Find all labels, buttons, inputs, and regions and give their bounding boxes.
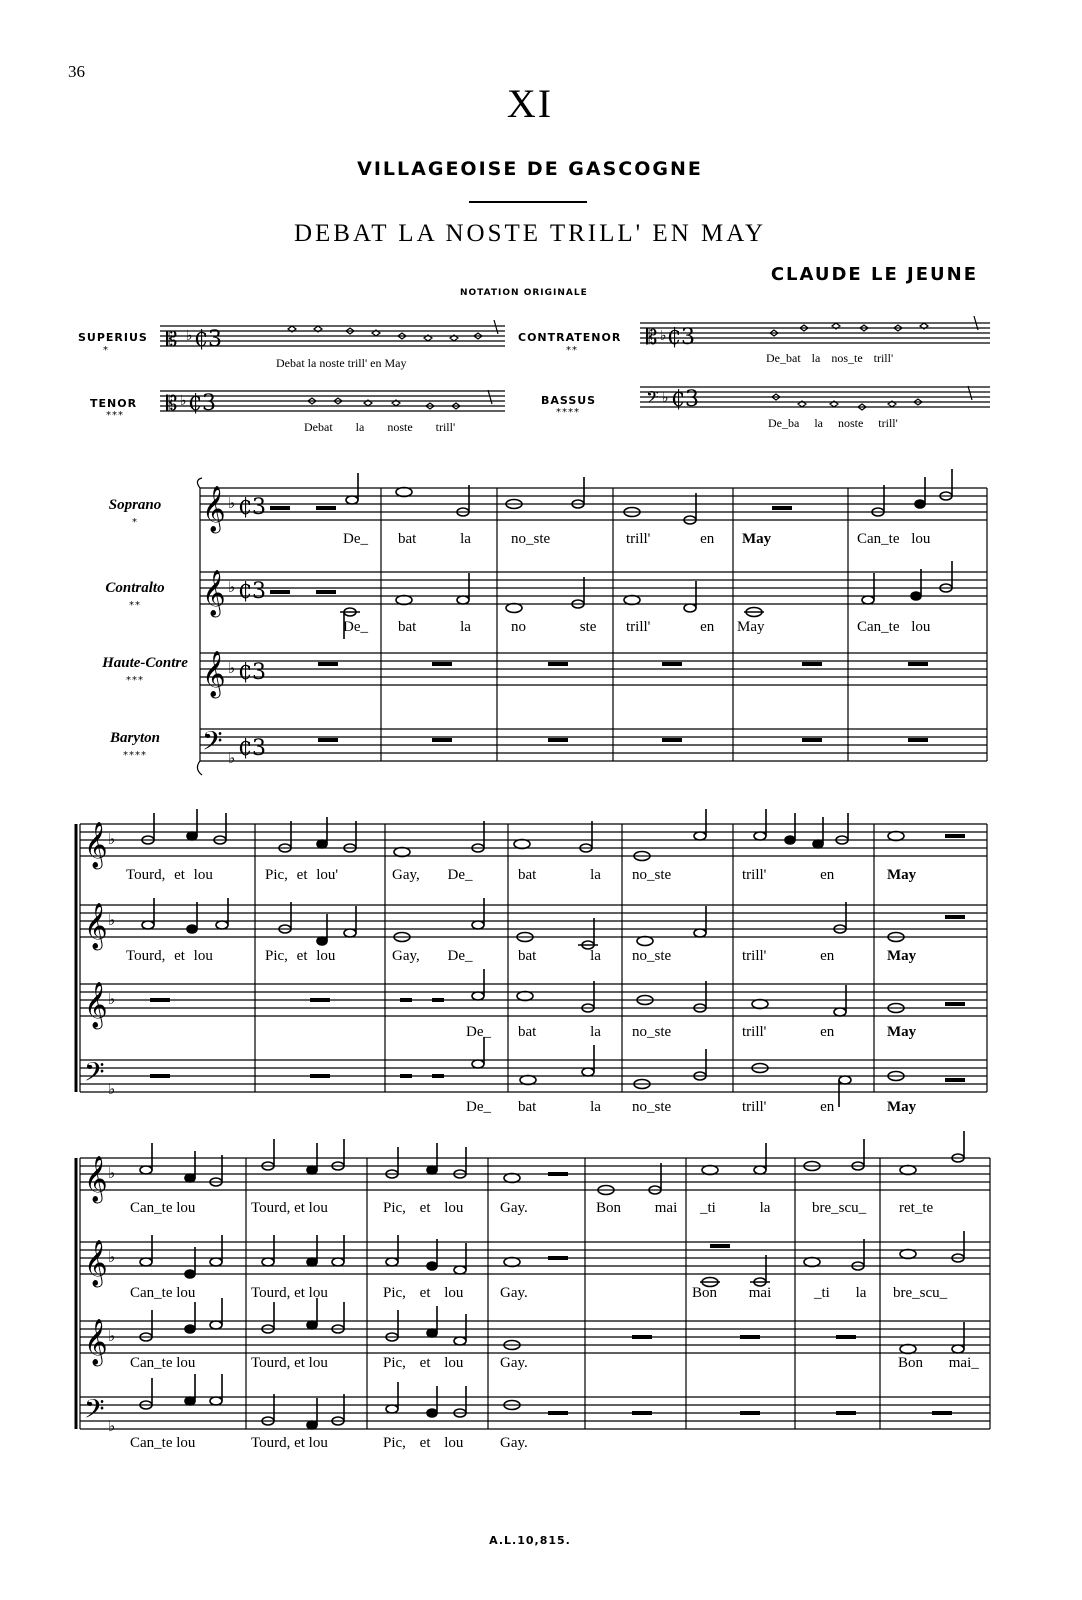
lyric: Tourd, et lou — [251, 1435, 328, 1451]
notation-heading: NOTATION ORIGINALE — [460, 288, 588, 298]
plate-number: A.L.10,815. — [489, 1534, 571, 1547]
flat-icon: ♭ — [228, 659, 236, 677]
c-clef-icon: 𝄡 — [166, 327, 178, 351]
flat-icon: ♭ — [108, 990, 116, 1008]
treble-clef-icon: 𝄞 — [202, 570, 226, 616]
treble-clef-icon: 𝄞 — [84, 1319, 108, 1365]
lyric: bat la — [518, 948, 601, 964]
page-number: 36 — [68, 62, 85, 81]
flat-icon: ♭ — [660, 328, 667, 344]
treble-clef-icon: 𝄞 — [202, 486, 226, 532]
flat-icon: ♭ — [662, 390, 669, 406]
cut-time-icon: ₵3 — [238, 660, 266, 685]
flat-icon: ♭ — [108, 911, 116, 929]
lyric: trill' en — [626, 619, 715, 635]
system-2-noteheads — [142, 809, 904, 1107]
lyric: bat la — [398, 531, 471, 547]
voice-stars-haute-contre: *** — [126, 675, 144, 686]
contratenor-stars: ** — [566, 345, 578, 356]
lyric: Gay. — [500, 1355, 528, 1371]
lyric: May — [887, 1099, 917, 1115]
contratenor-text: De_bat la nos_te trill' — [766, 351, 894, 365]
lyric: Pic, et lou — [383, 1285, 464, 1301]
system-3 — [76, 1158, 990, 1429]
treble-clef-icon: 𝄞 — [202, 651, 226, 697]
lyric: no ste — [511, 619, 597, 635]
bassus-label: BASSUS — [541, 394, 597, 407]
flat-icon: ♭ — [108, 1417, 116, 1435]
lyric: Gay. — [500, 1435, 528, 1451]
system-2-rests — [150, 836, 965, 1080]
lyric: May — [887, 867, 917, 883]
cut-time-icon: ₵3 — [238, 495, 266, 520]
lyric: Pic, et lou — [383, 1355, 464, 1371]
flat-icon: ♭ — [108, 1164, 116, 1182]
cut-time-icon: ₵3 — [194, 327, 222, 352]
lyric: Can_te lou — [130, 1435, 196, 1451]
lyric: no_ste — [632, 1024, 672, 1040]
lyric: ret_te — [899, 1200, 934, 1216]
original-notation-staves — [160, 323, 990, 411]
lyric: De_ — [343, 531, 368, 547]
voice-name-contralto: Contralto — [105, 580, 165, 596]
lyric: Can_te lou — [130, 1285, 196, 1301]
system-1-noteheads — [340, 469, 952, 639]
system-1-signatures — [202, 486, 266, 767]
treble-clef-icon: 𝄞 — [84, 903, 108, 949]
piece-subtitle: VILLAGEOISE DE GASCOGNE — [357, 158, 703, 180]
lyric: trill' en — [626, 531, 715, 547]
bass-clef-icon: 𝄢 — [202, 725, 223, 763]
flat-icon: ♭ — [228, 494, 236, 512]
lyric: trill' en — [742, 867, 835, 883]
treble-clef-icon: 𝄞 — [84, 1156, 108, 1202]
piece-numeral: XI — [506, 81, 554, 126]
lyric: De_ — [466, 1024, 491, 1040]
original-notation-marks — [166, 325, 699, 416]
lyric: Bon mai_ — [898, 1355, 979, 1371]
c-clef-icon: 𝄡 — [166, 391, 178, 415]
lyric: Gay. — [500, 1285, 528, 1301]
lyric: trill' en — [742, 948, 835, 964]
voice-stars-baryton: **** — [123, 750, 147, 761]
lyric: no_ste — [632, 1099, 672, 1115]
lyric: Tourd, et lou — [251, 1355, 328, 1371]
lyric: Can_te lou — [130, 1200, 196, 1216]
superius-stars: * — [103, 345, 109, 356]
lyric: bre_scu_ — [812, 1200, 867, 1216]
c-clef-icon: 𝄡 — [646, 325, 658, 349]
lyric: Pic, et lou — [383, 1200, 464, 1216]
bassus-stars: **** — [556, 407, 580, 418]
flat-icon: ♭ — [108, 830, 116, 848]
voice-name-haute-contre: Haute-Contre — [102, 655, 188, 671]
system-2-signatures — [84, 822, 115, 1098]
superius-text: Debat la noste trill' en May — [276, 356, 407, 370]
lyric: Bon mai — [692, 1285, 772, 1301]
cut-time-icon: ₵3 — [188, 391, 216, 416]
lyric: Gay, De_ — [392, 948, 473, 964]
lyric: bat la — [398, 619, 471, 635]
system-1-notes — [270, 508, 931, 740]
flat-icon: ♭ — [108, 1248, 116, 1266]
superius-label: SUPERIUS — [78, 331, 148, 344]
lyric: no_ste — [632, 948, 672, 964]
lyric: Gay. — [500, 1200, 528, 1216]
flat-icon: ♭ — [108, 1327, 116, 1345]
cut-time-icon: ₵3 — [238, 579, 266, 604]
treble-clef-icon: 𝄞 — [84, 822, 108, 868]
lyric: no_ste — [632, 867, 672, 883]
lyric: Gay, De_ — [392, 867, 473, 883]
system-3-signatures — [84, 1156, 115, 1435]
composer: CLAUDE LE JEUNE — [770, 264, 978, 285]
lyric: Pic, et lou — [383, 1435, 464, 1451]
bassus-text: De_ba la noste trill' — [768, 416, 898, 430]
treble-clef-icon: 𝄞 — [84, 1240, 108, 1286]
voice-stars-soprano: * — [132, 517, 138, 528]
bass-clef-icon: 𝄢 — [84, 1393, 105, 1431]
system-3-rests — [548, 1174, 952, 1413]
lyric: De_ — [343, 619, 368, 635]
tenor-label: TENOR — [90, 397, 138, 410]
contratenor-label: CONTRATENOR — [518, 331, 622, 344]
cut-time-icon: ₵3 — [238, 736, 266, 761]
lyric: _ti la — [814, 1285, 867, 1301]
system-1 — [197, 478, 987, 775]
lyric: Pic, et lou' — [265, 867, 339, 883]
cut-time-icon: ₵3 — [671, 387, 699, 412]
lyric: May — [887, 948, 917, 964]
lyric: Can_te lou — [130, 1355, 196, 1371]
lyric: Tourd, et lou — [126, 867, 213, 883]
lyric: no_ste — [511, 531, 551, 547]
tenor-text: Debat la noste trill' — [304, 420, 456, 434]
lyric: Pic, et lou — [265, 948, 336, 964]
bass-clef-icon: 𝄢 — [84, 1056, 105, 1094]
flat-icon: ♭ — [228, 578, 236, 596]
flat-icon: ♭ — [228, 749, 236, 767]
lyric: Can_te lou — [857, 531, 931, 547]
lyric: bre_scu_ — [893, 1285, 948, 1301]
lyric: Tourd, et lou — [126, 948, 213, 964]
lyric: _ti la — [700, 1200, 771, 1216]
lyric: May — [742, 531, 772, 547]
lyric: May — [887, 1024, 917, 1040]
cut-time-icon: ₵3 — [667, 325, 695, 350]
voice-stars-contralto: ** — [129, 600, 141, 611]
lyric: Bon mai — [596, 1200, 678, 1216]
lyric: Can_te lou — [857, 619, 931, 635]
lyric: trill' en — [742, 1024, 835, 1040]
flat-icon: ♭ — [108, 1080, 116, 1098]
lyric: Tourd, et lou — [251, 1285, 328, 1301]
lyric: May — [737, 619, 765, 635]
tenor-stars: *** — [106, 410, 124, 421]
system-2 — [76, 824, 987, 1092]
treble-clef-icon: 𝄞 — [84, 982, 108, 1028]
f-clef-icon: 𝄢 — [646, 387, 659, 411]
lyric: bat la — [518, 1099, 601, 1115]
voice-name-soprano: Soprano — [108, 497, 162, 513]
flat-icon: ♭ — [180, 393, 187, 409]
lyric: Tourd, et lou — [251, 1200, 328, 1216]
voice-name-baryton: Baryton — [109, 730, 160, 746]
lyric: bat la — [518, 867, 601, 883]
lyric: trill' en — [742, 1099, 835, 1115]
lyric: bat la — [518, 1024, 601, 1040]
lyric: De_ — [466, 1099, 491, 1115]
piece-title: DEBAT LA NOSTE TRILL' EN MAY — [293, 220, 767, 247]
flat-icon: ♭ — [186, 328, 193, 344]
